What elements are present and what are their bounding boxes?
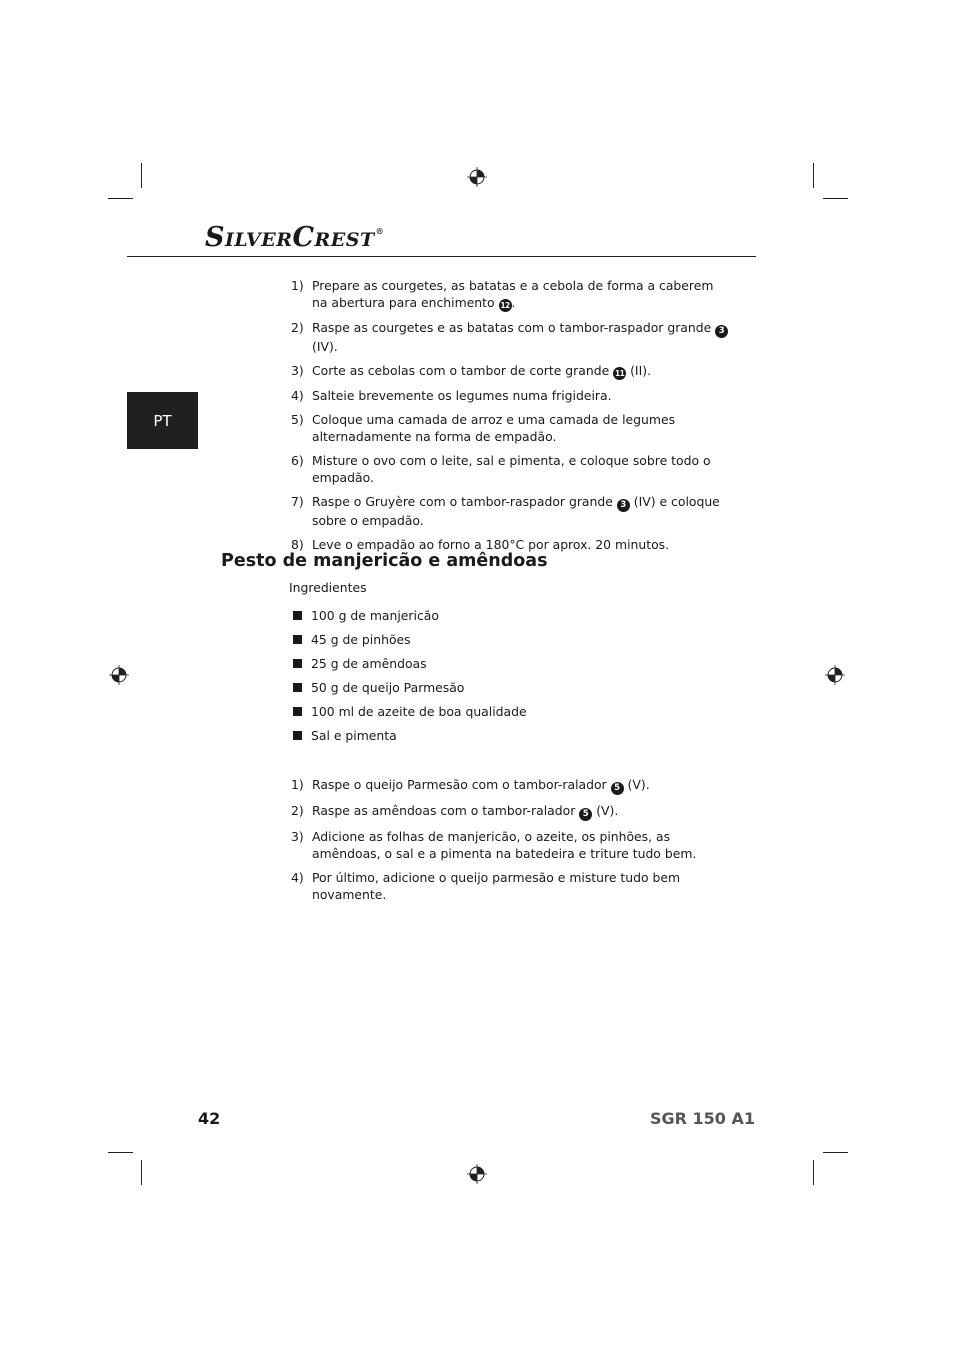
steps-list-first xyxy=(291,277,731,553)
ingredient-item: 25 g de amêndoas xyxy=(293,655,427,672)
list-item: 1) Prepare as courgetes, as batatas e a cebola de forma a caberem na abertura para enchimento 12 . xyxy=(291,278,714,310)
list-item: 3) Adicione as folhas de manjericão, o azeite, os pinhões, as amêndoas, o sal e a pimenta na batedeira e triture tudo bem. xyxy=(291,829,697,861)
reference-number-icon: 12 xyxy=(500,301,510,310)
ingredient-item: 100 g de manjericão xyxy=(293,607,439,624)
crop-mark xyxy=(823,1152,848,1153)
bullet-square-icon xyxy=(293,731,302,740)
crop-mark xyxy=(108,198,133,199)
bullet-square-icon xyxy=(293,611,302,620)
list-item: 4) Salteie brevemente os legumes numa frigideira. xyxy=(291,388,612,403)
crop-mark xyxy=(823,198,848,199)
bullet-square-icon xyxy=(293,683,302,692)
ingredients-label: Ingredientes xyxy=(289,580,367,595)
page-number: 42 xyxy=(198,1109,221,1128)
ingredient-item: 50 g de queijo Parmesão xyxy=(293,679,464,696)
reference-number-icon: 5 xyxy=(579,808,592,821)
crop-mark xyxy=(141,163,142,188)
crop-mark xyxy=(813,1160,814,1185)
crop-mark xyxy=(108,1152,133,1153)
registration-mark-icon xyxy=(467,167,487,187)
header-divider xyxy=(127,256,756,257)
model-number: SGR 150 A1 xyxy=(649,1109,755,1128)
bullet-square-icon xyxy=(293,659,302,668)
bullet-square-icon xyxy=(293,707,302,716)
list-item: 4) Por último, adicione o queijo parmesão e misture tudo bem novamente. xyxy=(291,870,681,902)
crop-mark xyxy=(813,163,814,188)
reference-number-icon: 3 xyxy=(715,325,728,338)
bullet-square-icon xyxy=(293,635,302,644)
registration-mark-icon xyxy=(825,665,845,685)
list-item: 3) Corte as cebolas com o tambor de corte grande 11 (II). xyxy=(291,363,652,378)
list-item: 2) Raspe as courgetes e as batatas com o tambor-raspador grande 3 (IV). xyxy=(291,319,731,355)
reference-number-icon: 11 xyxy=(615,369,625,378)
steps-list-second xyxy=(291,776,731,903)
registration-mark-icon xyxy=(109,665,129,685)
list-item: 6) Misture o ovo com o leite, sal e pimenta, e coloque sobre todo o empadão. xyxy=(291,453,711,485)
list-item: 1) Raspe o queijo Parmesão com o tambor-ralador 5 (V). xyxy=(291,777,650,793)
language-tab xyxy=(127,392,198,449)
language-tab-label: PT xyxy=(153,411,172,430)
silvercrest-logo: SILVERCREST® xyxy=(205,222,385,253)
section-title: Pesto de manjericão e amêndoas xyxy=(221,551,548,571)
ingredient-item: 45 g de pinhões xyxy=(293,631,411,648)
list-item: 5) Coloque uma camada de arroz e uma camada de legumes alternadamente na forma de empadão. xyxy=(291,412,676,444)
registration-mark-icon xyxy=(467,1164,487,1184)
reference-number-icon: 3 xyxy=(617,499,630,512)
reference-number-icon: 5 xyxy=(611,782,624,795)
list-item: 7) Raspe o Gruyère com o tambor-raspador grande 3 (IV) e coloque sobre o empadão. xyxy=(291,494,720,528)
ingredient-item: Sal e pimenta xyxy=(293,727,397,744)
crop-mark xyxy=(141,1160,142,1185)
list-item: 2) Raspe as amêndoas com o tambor-ralador 5 (V). xyxy=(291,803,619,819)
ingredient-item: 100 ml de azeite de boa qualidade xyxy=(293,703,527,720)
list-item: 8) Leve o empadão ao forno a 180°C por aprox. 20 minutos. xyxy=(291,537,670,552)
